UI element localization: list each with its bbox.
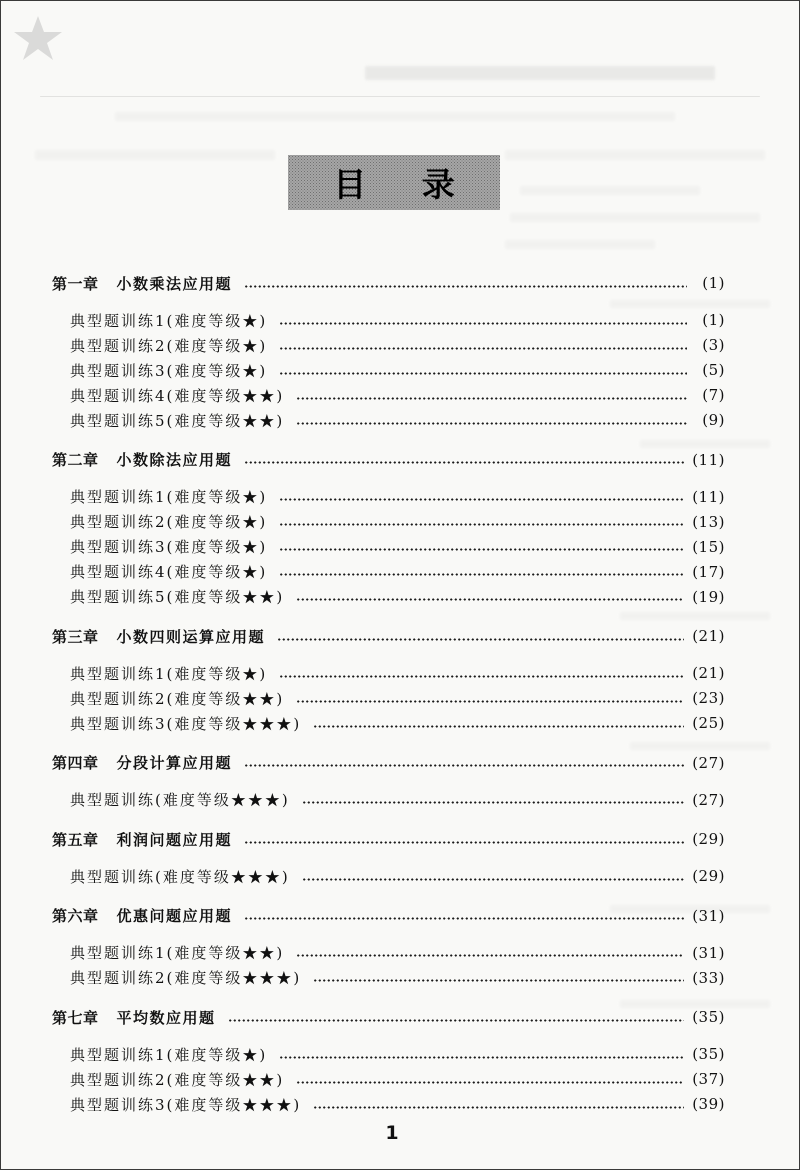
toc-entry-row [70, 559, 725, 584]
toc-chapter-row [52, 1005, 725, 1030]
page-ref: (17) [692, 562, 725, 581]
show-through-header [365, 66, 715, 80]
toc-chapter-row [52, 447, 725, 472]
dot-leader [277, 638, 684, 641]
page-ref: (1) [702, 311, 725, 329]
chapter-number: 第四章 [52, 754, 99, 772]
page-ref: (19) [692, 587, 725, 606]
page-ref: (25) [692, 714, 725, 732]
toc-chapter-row [52, 624, 725, 649]
dot-leader [296, 700, 684, 703]
toc-entry-row [70, 1067, 725, 1092]
toc-entry-row [70, 787, 725, 812]
dot-leader [244, 917, 684, 920]
toc-heading-box [288, 155, 500, 210]
toc-entry-row [70, 484, 725, 509]
page-ref: (23) [692, 689, 725, 707]
dot-leader [296, 1081, 684, 1084]
page-ref: (29) [692, 867, 725, 885]
toc-entry-list [52, 661, 725, 736]
chapter-number: 第五章 [52, 830, 99, 849]
toc-entry-row [70, 358, 725, 383]
entry-label: 典型题训练2(难度等级★★) [70, 1070, 285, 1089]
page-ref: (31) [692, 943, 725, 962]
dot-leader [296, 397, 687, 400]
show-through-line [510, 213, 760, 222]
toc-entry-row [70, 711, 725, 736]
entry-label: 典型题训练4(难度等级★★) [70, 386, 285, 405]
show-through-line [505, 150, 765, 160]
toc-chapter-row [52, 827, 725, 852]
page-ref: (11) [692, 450, 725, 469]
toc-entry-row [70, 584, 725, 609]
entry-label: 典型题训练1(难度等级★★) [70, 944, 285, 962]
toc-chapter-block [52, 1005, 725, 1117]
entry-label: 典型题训练2(难度等级★) [70, 513, 268, 531]
entry-label: 典型题训练3(难度等级★) [70, 361, 268, 380]
dot-leader [279, 322, 687, 325]
chapter-number: 第七章 [52, 1008, 99, 1027]
toc-heading: 目 录 [333, 165, 477, 204]
table-of-contents [52, 271, 725, 1117]
dot-leader [313, 979, 684, 982]
page-ref: (33) [692, 968, 725, 987]
entry-label: 典型题训练4(难度等级★) [70, 563, 268, 581]
dot-leader [279, 372, 687, 375]
toc-entry-list [52, 940, 725, 990]
page-ref: (31) [692, 906, 725, 925]
entry-label: 典型题训练2(难度等级★★★) [70, 969, 302, 987]
entry-label: 典型题训练5(难度等级★★) [70, 588, 285, 606]
page-ref: (5) [702, 361, 725, 379]
entry-label: 典型题训练2(难度等级★★) [70, 689, 285, 708]
show-through-line [115, 112, 675, 121]
dot-leader [296, 954, 684, 957]
toc-chapter-block [52, 903, 725, 990]
show-through-line [505, 240, 655, 249]
entry-label: 典型题训练(难度等级★★★) [70, 791, 290, 809]
dot-leader [296, 598, 684, 601]
chapter-number: 第三章 [52, 627, 99, 646]
dot-leader [279, 573, 684, 576]
entry-label: 典型题训练1(难度等级★) [70, 488, 268, 506]
toc-chapter-block [52, 624, 725, 736]
toc-chapter-row [52, 271, 725, 296]
toc-entry-row [70, 383, 725, 408]
toc-entry-row [70, 333, 725, 358]
chapter-title: 优惠问题应用题 [116, 907, 233, 925]
page-ref: (3) [702, 336, 725, 354]
page-ref: (21) [692, 627, 725, 645]
page-ref: (27) [692, 790, 725, 809]
chapter-title: 小数乘法应用题 [116, 274, 233, 293]
page-ref: (27) [692, 753, 725, 772]
page-ref: (39) [692, 1095, 725, 1113]
toc-entry-list [52, 1042, 725, 1117]
toc-entry-row [70, 661, 725, 686]
chapter-title: 小数四则运算应用题 [116, 627, 266, 646]
toc-chapter-block [52, 271, 725, 433]
page-ref: (21) [692, 664, 725, 682]
toc-entry-row [70, 534, 725, 559]
entry-label: 典型题训练3(难度等级★★★) [70, 714, 302, 733]
toc-entry-row [70, 864, 725, 889]
page-ref: (1) [702, 274, 725, 292]
star-icon [12, 14, 64, 62]
entry-label: 典型题训练1(难度等级★) [70, 311, 268, 330]
chapter-title: 分段计算应用题 [116, 754, 233, 772]
entry-label: 典型题训练3(难度等级★) [70, 538, 268, 556]
dot-leader [244, 764, 684, 767]
dot-leader [228, 1019, 685, 1022]
toc-entry-row [70, 940, 725, 965]
toc-chapter-row [52, 750, 725, 775]
chapter-number: 第六章 [52, 907, 99, 925]
dot-leader [302, 878, 684, 881]
toc-entry-row [70, 686, 725, 711]
page-ref: (9) [702, 411, 725, 429]
toc-entry-row [70, 1042, 725, 1067]
page-number: 1 [385, 1122, 399, 1144]
entry-label: 典型题训练2(难度等级★) [70, 336, 268, 355]
toc-entry-row [70, 965, 725, 990]
chapter-number: 第二章 [52, 451, 99, 469]
dot-leader [302, 801, 684, 804]
toc-chapter-block [52, 447, 725, 609]
dot-leader [279, 498, 684, 501]
page-ref: (37) [692, 1070, 725, 1088]
dot-leader [244, 461, 684, 464]
entry-label: 典型题训练1(难度等级★) [70, 664, 268, 683]
chapter-title: 利润问题应用题 [116, 830, 233, 849]
chapter-title: 平均数应用题 [116, 1008, 216, 1027]
show-through-line [520, 186, 700, 195]
dot-leader [279, 347, 687, 350]
dot-leader [244, 285, 687, 288]
entry-label: 典型题训练3(难度等级★★★) [70, 1095, 302, 1114]
page-ref: (13) [692, 512, 725, 531]
dot-leader [279, 548, 684, 551]
toc-chapter-row [52, 903, 725, 928]
dot-leader [279, 1056, 684, 1059]
chapter-number: 第一章 [52, 274, 99, 293]
show-through-rule [40, 96, 760, 97]
entry-label: 典型题训练1(难度等级★) [70, 1045, 268, 1064]
page-ref: (7) [702, 386, 725, 404]
toc-entry-list [52, 787, 725, 812]
toc-entry-row [70, 1092, 725, 1117]
page-ref: (29) [692, 830, 725, 848]
page-ref: (15) [692, 537, 725, 556]
toc-chapter-block [52, 827, 725, 889]
dot-leader [296, 422, 687, 425]
toc-entry-row [70, 308, 725, 333]
page-ref: (35) [692, 1045, 725, 1063]
dot-leader [244, 841, 684, 844]
chapter-title: 小数除法应用题 [116, 451, 233, 469]
dot-leader [279, 523, 684, 526]
toc-entry-row [70, 509, 725, 534]
entry-label: 典型题训练(难度等级★★★) [70, 867, 290, 886]
dot-leader [313, 1106, 684, 1109]
toc-entry-list [52, 308, 725, 433]
toc-entry-list [52, 484, 725, 609]
show-through-line [35, 150, 275, 160]
toc-chapter-block [52, 750, 725, 812]
page-ref: (35) [692, 1008, 725, 1026]
dot-leader [313, 725, 684, 728]
dot-leader [279, 675, 684, 678]
entry-label: 典型题训练5(难度等级★★) [70, 411, 285, 430]
toc-entry-list [52, 864, 725, 889]
page-ref: (11) [692, 487, 725, 506]
toc-entry-row [70, 408, 725, 433]
